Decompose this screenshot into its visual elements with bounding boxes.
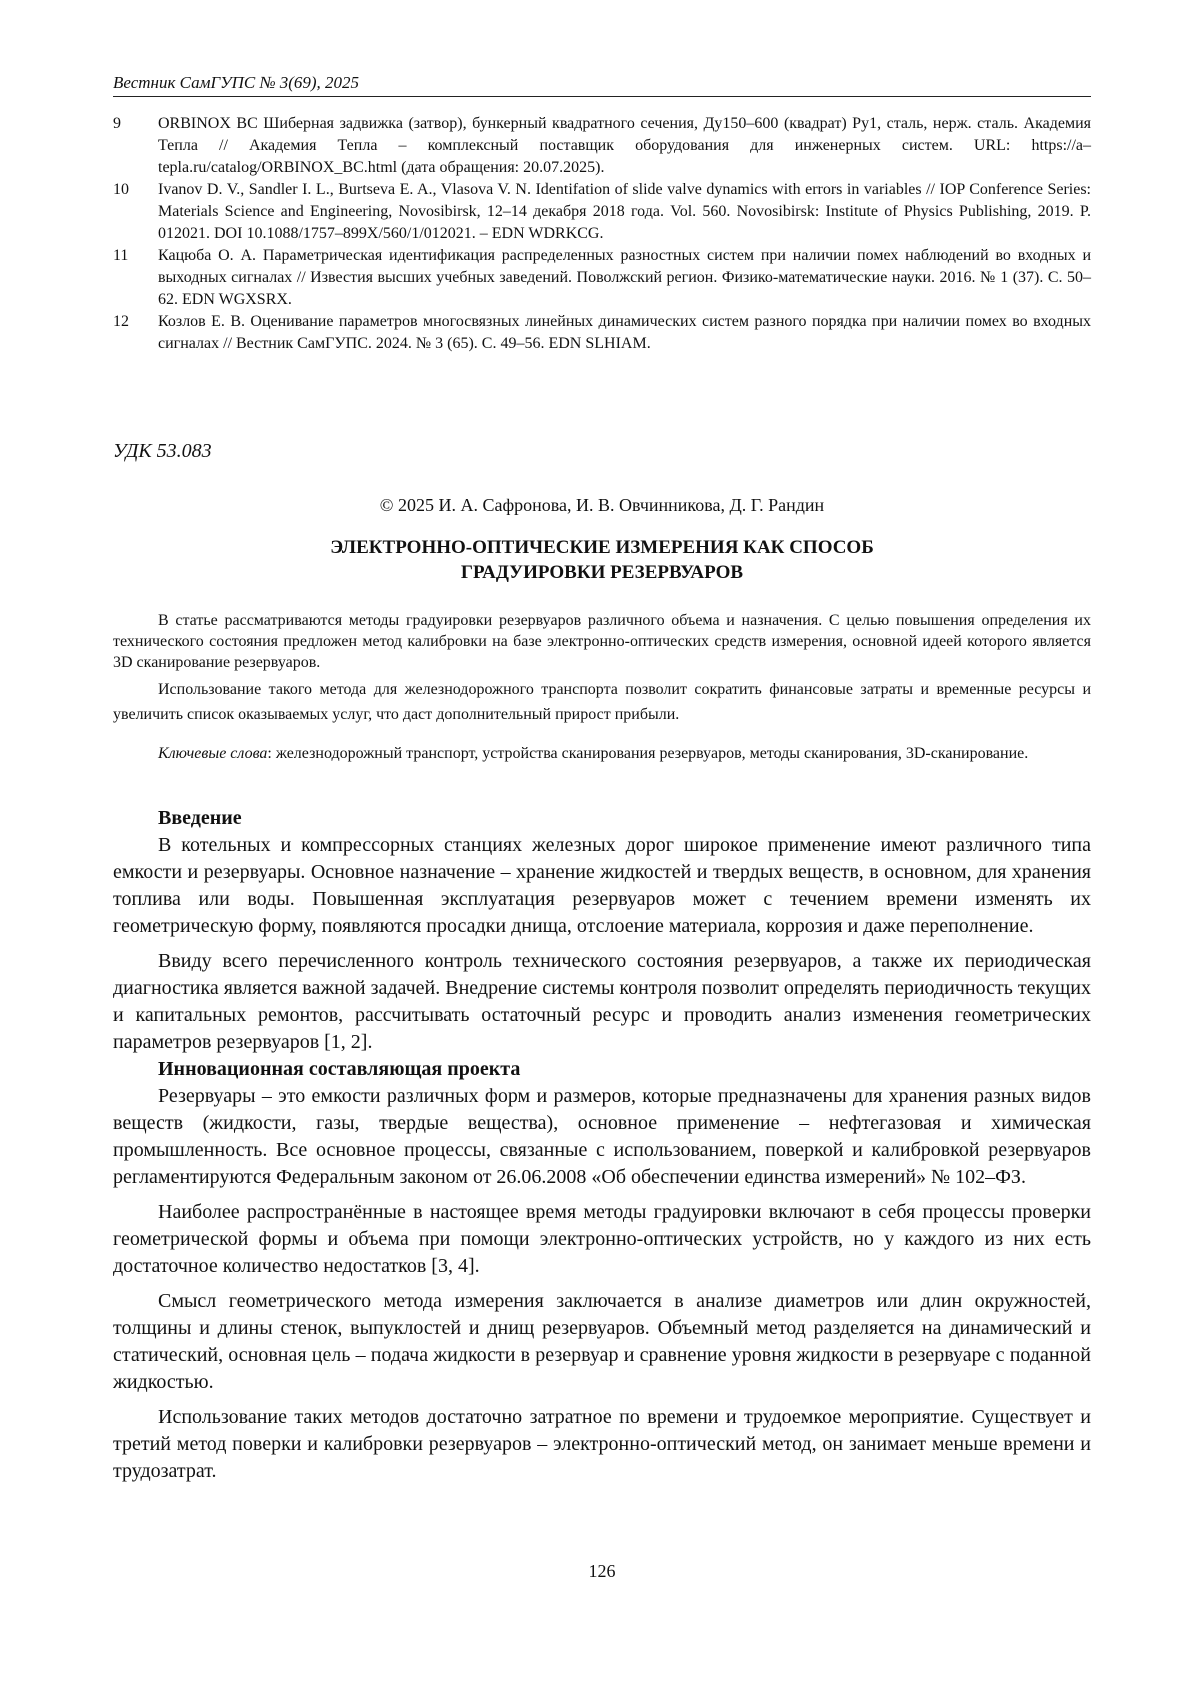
article-authors: © 2025 И. А. Сафронова, И. В. Овчинникова, Д. Г. Рандин [379,495,825,515]
reference-text: Кацюба О. А. Параметрическая идентификация распределенных разностных систем при наличии помех наблюдений во входных и выходных сигналах // Известия высших учебных заведений. Поволжский регион. Физико-математические науки. 2016. № 1 (37). С. 50–62. EDN WGXSRX. [158,247,1091,308]
reference-number: 10 [113,181,129,198]
article-title [113,535,1091,585]
body-paragraph: Использование таких методов достаточно затратное по времени и трудоемкое мероприятие. Существует и третий метод поверки и калибровки резервуаров – электронно-оптический метод, он занимает меньше времени и трудозатрат. [113,1406,1091,1482]
header-divider [113,96,1091,97]
reference-list [113,113,1091,355]
reference-number: 11 [113,247,129,264]
title-line-2: ГРАДУИРОВКИ РЕЗЕРВУАРОВ [460,562,744,583]
abstract-paragraph-1: В статье рассматриваются методы градуировки резервуаров различного объема и назначения. С целью повышения определения их технического состояния предложен метод калибровки на базе электронно-оптических средств измерения, основной идеей которого является 3D сканирование резервуаров. [113,612,1091,671]
reference-item [113,245,1091,311]
abstract [113,610,1091,727]
udk-code: УДК 53.083 [113,440,212,462]
body-paragraph: Смысл геометрического метода измерения заключается в анализе диаметров или длин окружностей, толщины и длины стенок, выпуклостей и днищ резервуаров. Объемный метод разделяется на динамический и статический, основная цель – подача жидкости в резервуар и сравнение уровня жидкости в резервуаре с поданной жидкостью. [113,1290,1091,1393]
reference-text: ORBINOX BC Шиберная задвижка (затвор), бункерный квадратного сечения, Ду150–600 (квадрат) Ру1, сталь, нерж. сталь. Академия Тепла // Академия Тепла – комплексный поставщик оборудования для инженерных систем. URL: https://a–tepla.ru/catalog/ORBINOX_BC.html (дата обращения: 20.07.2025). [158,115,1091,176]
reference-item [113,311,1091,355]
reference-item [113,179,1091,245]
keywords [113,743,1091,764]
reference-text: Козлов Е. В. Оценивание параметров многосвязных линейных динамических систем разного порядка при наличии помех во входных сигналах // Вестник СамГУПС. 2024. № 3 (65). С. 49–56. EDN SLHIAM. [158,313,1091,352]
reference-number: 9 [113,115,121,132]
running-header: Вестник СамГУПС № 3(69), 2025 [113,73,360,92]
body-paragraph: Резервуары – это емкости различных форм и размеров, которые предназначены для хранения разных видов веществ (жидкости, газы, твердые вещества), основное применение – нефтегазовая и химическая промышленность. Все основное процессы, связанные с использованием, поверкой и калибровкой резервуаров регламентируются Федеральным законом от 26.06.2008 «Об обеспечении единства измерений» № 102–ФЗ. [113,1085,1091,1188]
article-body [113,805,1091,1485]
body-paragraph: В котельных и компрессорных станциях железных дорог широкое применение имеют различного типа емкости и резервуары. Основное назначение – хранение жидкостей и твердых веществ, в основном, для хранения топлива или воды. Повышенная эксплуатация резервуаров может с течением времени изменять их геометрическую форму, появляются просадки днища, отслоение материала, коррозия и даже переполнение. [113,834,1091,937]
body-paragraph: Ввиду всего перечисленного контроль технического состояния резервуаров, а также их периодическая диагностика является важной задачей. Внедрение системы контроля позволит определять периодичность текущих и капитальных ремонтов, рассчитывать остаточный ресурс и проводить анализ изменения геометрических параметров резервуаров [1, 2]. [113,950,1091,1053]
body-paragraph: Наиболее распространённые в настоящее время методы градуировки включают в себя процессы проверки геометрической формы и объема при помощи электронно-оптических устройств, но у каждого из них есть достаточное количество недостатков [3, 4]. [113,1201,1091,1277]
reference-text: Ivanov D. V., Sandler I. L., Burtseva E. A., Vlasova V. N. Identifation of slide valve dynamics with errors in variables // IOP Conference Series: Materials Science and Engineering, Novosibirsk, 12–14 декабря 2018 года. Vol. 560. Novosibirsk: Institute of Physics Publishing, 2019. P. 012021. DOI 10.1088/1757–899X/560/1/012021. – EDN WDRKCG. [158,181,1091,242]
title-line-1: ЭЛЕКТРОННО-ОПТИЧЕСКИЕ ИЗМЕРЕНИЯ КАК СПОСОБ [330,537,874,558]
abstract-paragraph-2: Использование такого метода для железнодорожного транспорта позволит сократить финансовые затраты и временные ресурсы и увеличить список оказываемых услуг, что даст дополнительный прирост прибыли. [113,681,1091,723]
keywords-text: : железнодорожный транспорт, устройства сканирования резервуаров, методы сканирования, 3D-сканирование. [267,745,1029,762]
keywords-label: Ключевые слова [158,745,268,762]
reference-number: 12 [113,313,129,330]
page-number: 126 [588,1561,616,1581]
reference-item [113,113,1091,179]
section-heading-introduction: Введение [158,807,242,829]
section-heading-innovation: Инновационная составляющая проекта [158,1058,521,1080]
